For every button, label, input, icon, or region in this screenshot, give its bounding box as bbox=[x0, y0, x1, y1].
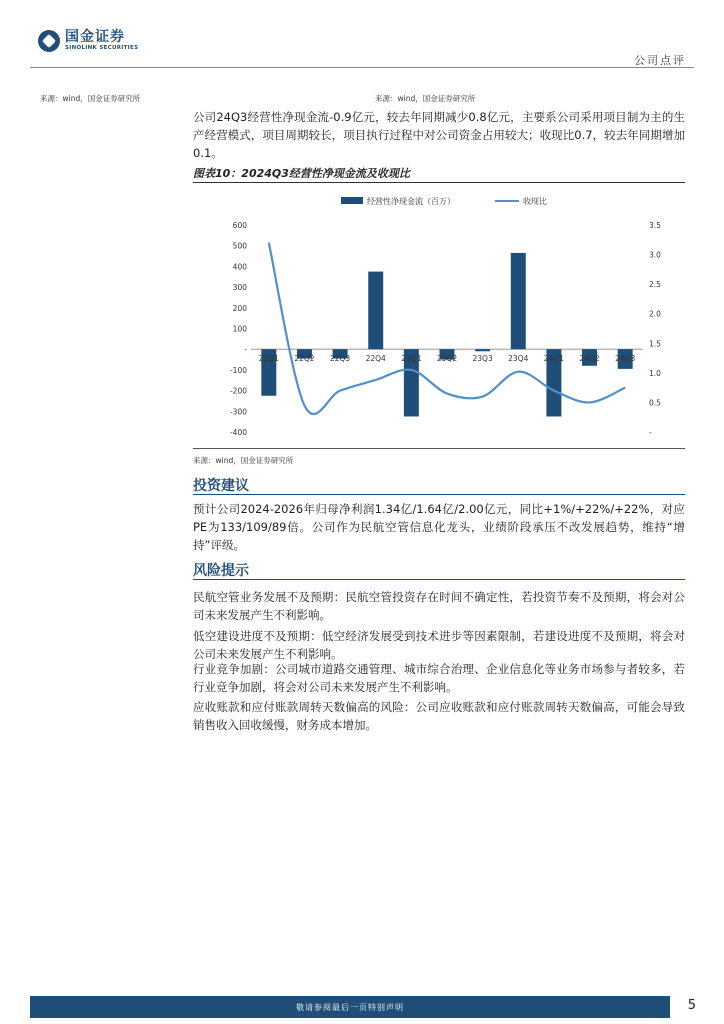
x-tick-label: 22Q1 bbox=[258, 354, 279, 364]
investment-section-rule bbox=[193, 494, 685, 495]
x-tick-label: 24Q2 bbox=[579, 354, 600, 364]
x-axis-labels bbox=[259, 354, 636, 363]
investment-paragraph: 预计公司2024-2026年归母净利润1.34亿/1.64亿/2.00亿元，同比+1%/+22%/+22%，对应PE为133/109/89倍。公司作为民航空管信息化龙头，业绩阶段承压不改发展趋势，维持“增持”评级。 bbox=[193, 502, 685, 552]
cashflow-paragraph: 公司24Q3经营性净现金流-0.9亿元，较去年同期减少0.8亿元，主要系公司采用项目制为主的生产经营模式，项目周期较长，项目执行过程中对公司资金占用较大；收现比0.7，较去年同期增加0.1。 bbox=[193, 110, 685, 160]
figure-bottom-rule bbox=[193, 448, 685, 449]
risk-item: 应收账款和应付账款周转天数偏高的风险：公司应收账款和应付账款周转天数偏高，可能会导致销售收入回收缓慢，财务成本增加。 bbox=[193, 700, 685, 732]
chart-legend bbox=[341, 196, 547, 206]
x-tick-label: 23Q3 bbox=[472, 354, 493, 364]
legend-line-label: 收现比 bbox=[523, 197, 547, 206]
bar-series bbox=[258, 253, 632, 417]
y-left-tick-label: -400 bbox=[229, 428, 247, 437]
x-tick-label: 23Q2 bbox=[436, 354, 458, 364]
y-left-tick-label: -200 bbox=[229, 386, 247, 396]
collection-ratio-line bbox=[269, 243, 625, 414]
y-right-tick-label: - bbox=[649, 428, 652, 437]
figure-source-note: 来源：wind，国金证券研究所 bbox=[193, 456, 294, 465]
footer-disclaimer: 敬请参阅最后一页特别声明 bbox=[296, 1002, 404, 1012]
report-type-label: 公司点评 bbox=[634, 54, 686, 67]
footer-bar bbox=[30, 996, 670, 1018]
logo-name-en: SINOLINK SECURITIES bbox=[65, 45, 139, 52]
cashflow-chart bbox=[193, 183, 685, 447]
bar-22Q4 bbox=[368, 272, 383, 350]
x-tick-label: 24Q1 bbox=[543, 354, 565, 364]
x-tick-label: 22Q3 bbox=[329, 354, 351, 364]
header-divider bbox=[30, 67, 694, 68]
page-header bbox=[0, 0, 724, 72]
y-left-tick-label: - bbox=[244, 345, 247, 355]
legend-bar-label: 经营性净现金流（百万） bbox=[367, 197, 455, 206]
y-right-tick-label: 3.5 bbox=[649, 221, 661, 230]
company-logo bbox=[38, 30, 138, 52]
risk-item: 低空建设进度不及预期：低空经济发展受到技术进步等因素限制，若建设进度不及预期，将会对公司未来发展产生不利影响。 bbox=[193, 629, 685, 661]
y-left-tick-label: 100 bbox=[232, 324, 247, 334]
x-tick-label: 22Q2 bbox=[294, 354, 315, 364]
y-right-tick-label: 2.5 bbox=[649, 280, 661, 290]
risk-section-rule bbox=[193, 579, 685, 580]
y-left-tick-label: 300 bbox=[232, 283, 247, 293]
y-left-tick-label: 600 bbox=[232, 221, 247, 230]
figure-title: 图表10：2024Q3经营性净现金流及收现比 bbox=[193, 167, 410, 180]
bar-23Q3 bbox=[475, 349, 490, 351]
x-tick-label: 24Q3 bbox=[615, 354, 636, 364]
chart-axes bbox=[230, 221, 661, 437]
source-note-right: 来源：wind，国金证券研究所 bbox=[375, 94, 476, 103]
x-tick-label: 22Q4 bbox=[365, 354, 386, 364]
x-tick-label: 23Q1 bbox=[401, 354, 422, 364]
y-right-tick-label: 0.5 bbox=[649, 398, 661, 408]
logo-name-cn: 国金证券 bbox=[65, 29, 125, 46]
y-right-tick-label: 1.5 bbox=[649, 339, 661, 349]
x-tick-label: 23Q4 bbox=[508, 354, 529, 364]
risk-section-title: 风险提示 bbox=[193, 563, 249, 579]
page-number: 5 bbox=[687, 998, 696, 1013]
y-left-tick-label: 500 bbox=[232, 241, 247, 251]
line-series bbox=[269, 243, 625, 414]
logo-icon bbox=[38, 30, 60, 52]
source-note-left: 来源：wind，国金证券研究所 bbox=[40, 94, 141, 103]
y-left-tick-label: 200 bbox=[232, 303, 247, 313]
y-right-tick-label: 2.0 bbox=[649, 309, 661, 319]
risk-item: 民航空管业务发展不及预期：民航空管投资存在时间不确定性，若投资节奏不及预期，将会对公司未来发展产生不利影响。 bbox=[193, 590, 685, 622]
y-left-tick-label: 400 bbox=[232, 262, 247, 272]
y-left-tick-label: -300 bbox=[229, 407, 247, 417]
page-footer bbox=[0, 990, 724, 1024]
investment-section-title: 投资建议 bbox=[193, 478, 249, 494]
y-right-tick-label: 1.0 bbox=[649, 368, 661, 378]
y-left-tick-label: -100 bbox=[229, 365, 247, 375]
bar-23Q4 bbox=[511, 253, 526, 349]
legend-bar-swatch bbox=[341, 197, 363, 204]
y-right-tick-label: 3.0 bbox=[649, 250, 661, 260]
risk-item: 行业竞争加剧：公司城市道路交通管理、城市综合治理、企业信息化等业务市场参与者较多，若行业竞争加剧，将会对公司未来发展产生不利影响。 bbox=[193, 662, 685, 694]
